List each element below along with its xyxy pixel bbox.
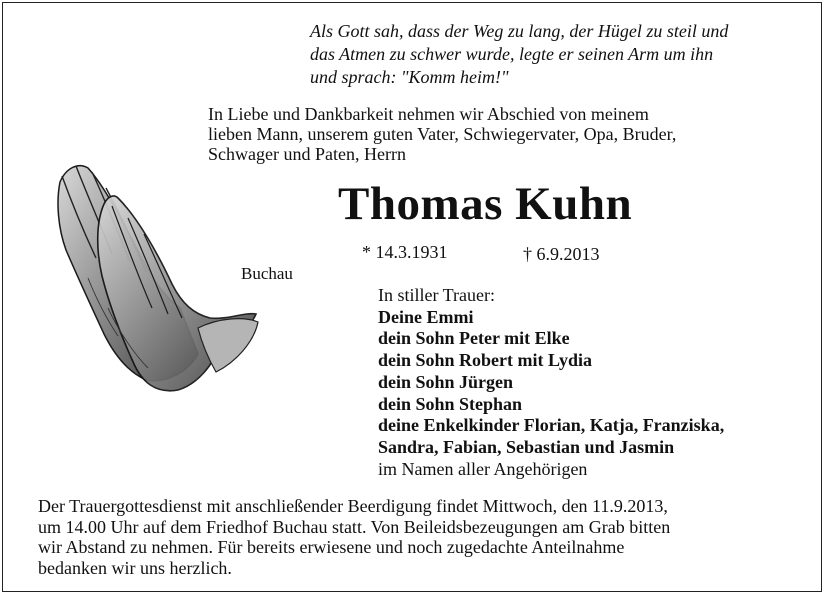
birth-date: * 14.3.1931 bbox=[362, 242, 448, 262]
quote-line: Als Gott sah, dass der Weg zu lang, der Hügel zu steil und bbox=[310, 21, 729, 41]
quote-line: das Atmen zu schwer wurde, legte er seinen Arm um ihn bbox=[310, 44, 714, 64]
mourner-name: dein Sohn Jürgen bbox=[378, 371, 514, 392]
place-name: Buchau bbox=[241, 264, 293, 283]
intro-line: Schwager und Paten, Herrn bbox=[208, 144, 406, 164]
funeral-notice bbox=[38, 496, 823, 578]
notice-line: Der Trauergottesdienst mit anschließender Beerdigung findet Mittwoch, den 11.9.2013, bbox=[38, 496, 668, 516]
mourner-name: deine Enkelkinder Florian, Katja, Franziska, bbox=[378, 415, 725, 436]
mourner-name: Sandra, Fabian, Sebastian und Jasmin bbox=[378, 436, 675, 457]
intro-line: lieben Mann, unserem guten Vater, Schwiegervater, Opa, Bruder, bbox=[208, 124, 677, 144]
quote-text bbox=[310, 20, 815, 89]
mourner-name: dein Sohn Robert mit Lydia bbox=[378, 350, 593, 371]
notice-line: wir Abstand zu nehmen. Für bereits erwiesene und noch zugedachte Anteilnahme bbox=[38, 537, 625, 557]
mourner-name: dein Sohn Stephan bbox=[378, 393, 523, 414]
intro-line: In Liebe und Dankbarkeit nehmen wir Abschied von meinem bbox=[208, 104, 649, 124]
deceased-name: Thomas Kuhn bbox=[338, 178, 633, 230]
notice-line: um 14.00 Uhr auf dem Friedhof Buchau statt. Von Beileidsbezeugungen am Grab bitten bbox=[38, 516, 671, 537]
mourners-heading: In stiller Trauer: bbox=[378, 285, 495, 305]
quote-line: und sprach: "Komm heim!" bbox=[310, 67, 509, 87]
intro-text bbox=[208, 104, 808, 164]
praying-hands-icon bbox=[48, 158, 260, 398]
death-date: † 6.9.2013 bbox=[523, 244, 600, 264]
mourners-closing: im Namen aller Angehörigen bbox=[378, 458, 588, 479]
notice-line: bedanken wir uns herzlich. bbox=[38, 557, 232, 578]
mourner-name: Deine Emmi bbox=[378, 306, 474, 327]
mourners-list bbox=[378, 285, 818, 480]
mourner-name: dein Sohn Peter mit Elke bbox=[378, 328, 570, 349]
